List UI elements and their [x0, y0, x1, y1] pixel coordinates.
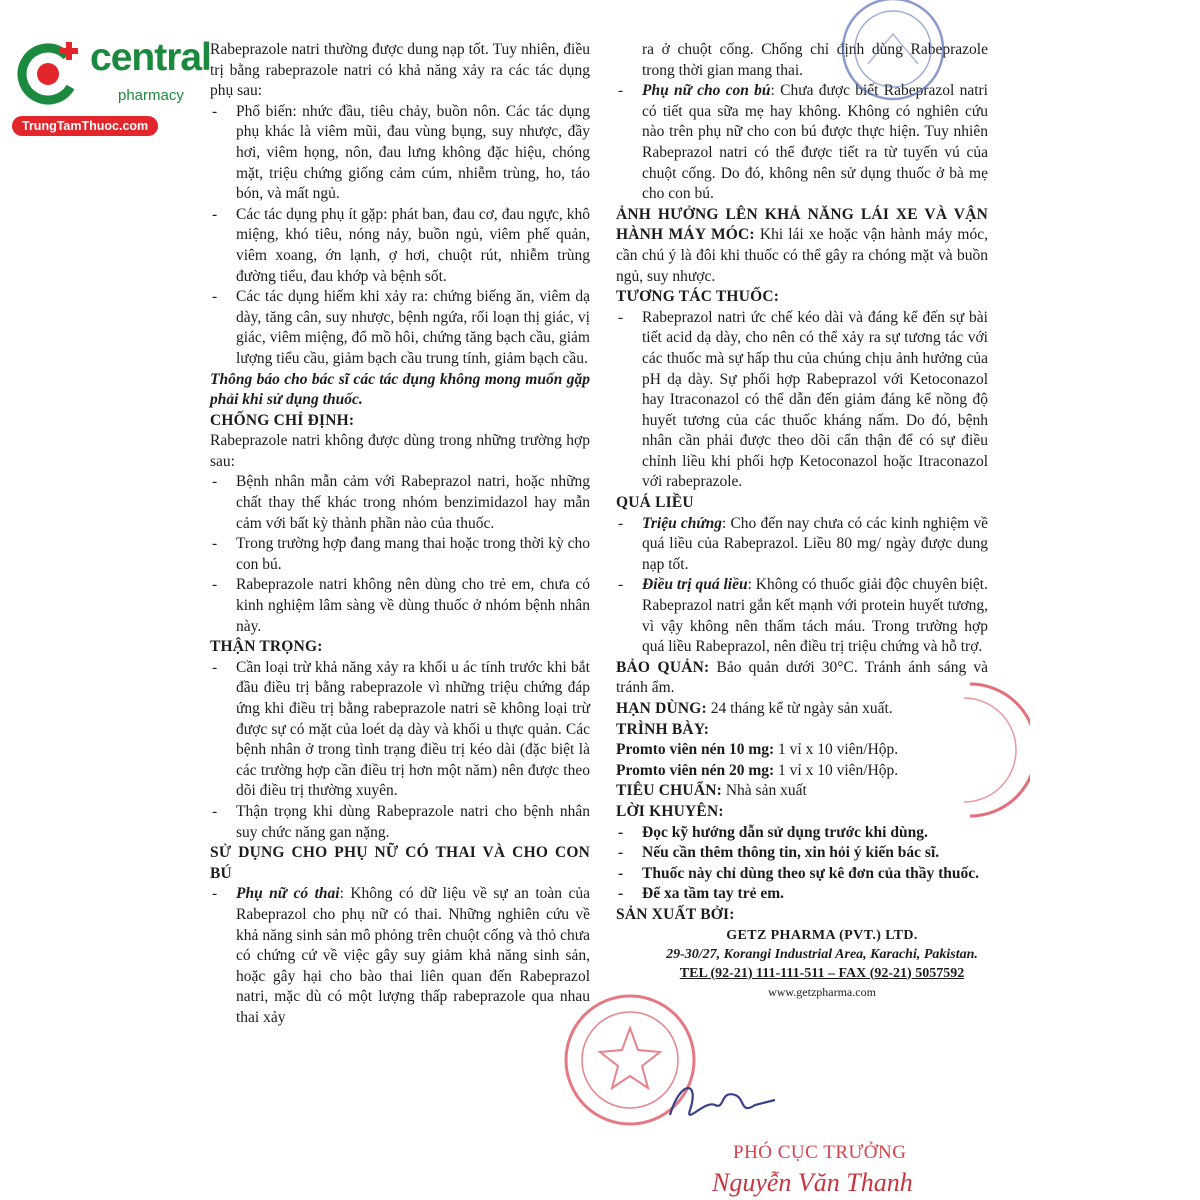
pregnancy-item — [210, 884, 590, 1028]
advice-item: - Đọc kỹ hướng dẫn sử dụng trước khi dùng. — [616, 823, 988, 844]
standard-text: Nhà sản xuất — [721, 782, 807, 800]
pregnancy-text: : Không có dữ liệu về sự an toàn của Rabeprazol cho phụ nữ có thai. Những nghiên cứu về khả năng sinh sản mô phỏng trên chuột cống và thỏ chưa có chứng cứ về việc gây suy giảm khả năng sinh sản, hoặc gây hại cho bào thai liên quan đến Rabeprazol natri, mặc dù có một lượng thấp rabeprazole qua nhau thai xảy — [236, 885, 590, 1026]
contraindication-item: - Trong trường hợp đang mang thai hoặc trong thời kỳ cho con bú. — [210, 534, 590, 575]
storage-heading: BẢO QUẢN: — [616, 658, 710, 676]
deputy-name: Nguyễn Văn Thanh — [712, 1168, 913, 1197]
standard-section — [616, 781, 988, 802]
symptom-label: Triệu chứng — [642, 514, 723, 532]
right-column — [616, 40, 988, 1002]
overdose-symptom — [616, 514, 988, 576]
side-effects-intro: Rabeprazole natri thường được dung nạp tốt. Tuy nhiên, điều trị bằng rabeprazole natri có khả năng xảy ra các tác dụng phụ sau: — [210, 41, 590, 100]
contraindication-intro: Rabeprazole natri không được dùng trong những trường hợp sau: — [210, 432, 590, 470]
contraindication-item: - Rabeprazole natri không nên dùng cho trẻ em, chưa có kinh nghiệm lâm sàng về dùng thuốc ở nhóm bệnh nhân này. — [210, 575, 590, 637]
advice-item: - Để xa tầm tay trẻ em. — [616, 884, 988, 905]
pregnancy-heading: SỬ DỤNG CHO PHỤ NỮ CÓ THAI VÀ CHO CON BÚ — [210, 844, 590, 882]
presentation-20mg-text: 1 vỉ x 10 viên/Hộp. — [774, 761, 899, 779]
expiry-heading: HẠN DÙNG: — [616, 700, 707, 717]
central-pharmacy-logo-icon — [14, 36, 86, 108]
expiry-section — [616, 699, 988, 720]
red-seal-arc-icon — [960, 680, 1030, 820]
presentation-heading: TRÌNH BÀY: — [616, 720, 710, 738]
side-effect-common: - Phổ biến: nhức đầu, tiêu chảy, buồn nôn. Các tác dụng phụ khác là viêm mũi, đau vùng bụng, suy nhược, đầy hơi, viêm họng, nôn, đau lưng không đặc hiệu, chóng mặt, triệu chứng giống cảm cúm, nhiễm trùng, ho, táo bón, và mất ngủ. — [210, 102, 590, 205]
driving-heading: ẢNH HƯỞNG LÊN KHẢ NĂNG LÁI XE VÀ VẬN HÀNH MÁY MÓC: — [616, 205, 988, 244]
nursing-text: : Chưa được biết Rabeprazol natri có tiết qua sữa mẹ hay không. Không có nghiên cứu nào trên phụ nữ cho con bú được thực hiện. Tuy nhiên Rabeprazol natri có thể được tiết ra từ tuyến vú của chuột cống. Do đó, không nên sử dụng thuốc ở bà mẹ cho con bú. — [642, 82, 988, 203]
presentation-10mg-label: Promto viên nén 10 mg: — [616, 741, 775, 759]
nursing-label: Phụ nữ cho con bú — [642, 82, 771, 100]
presentation-20mg — [616, 761, 988, 782]
treatment-text: : Không có thuốc giải độc chuyên biệt. Rabeprazol natri gắn kết mạnh với protein huyết tương, vì vậy không nên thẩm tách máu. Trong trường hợp quá liều Rabeprazol, nên điều trị triệu chứng và hỗ trợ. — [642, 576, 988, 656]
interaction-item: - Rabeprazol natri ức chế kéo dài và đáng kể đến sự bài tiết acid dạ dày, cho nên có thể xảy ra sự tương tác với các thuốc mà sự hấp thu của chúng chịu ảnh hưởng của pH dạ dày. Sự phối hợp Rabeprazol với Ketoconazol hay Itraconazol có thể dẫn đến giảm đáng kể nồng độ huyết tương của các thuốc kháng nấm. Do đó, bệnh nhân cần phải được theo dõi cẩn thận để có sự điều chỉnh liều khi phối hợp Ketoconazol hoặc Itraconazol với rabeprazole. — [616, 308, 988, 493]
manufacturer-address: 29-30/27, Korangi Industrial Area, Karachi, Pakistan. — [666, 946, 978, 962]
manufacturer-website: www.getzpharma.com — [768, 984, 876, 999]
manufacturer-heading: SẢN XUẤT BỞI: — [616, 905, 735, 923]
deputy-title: PHÓ CỤC TRƯỞNG — [733, 1142, 907, 1163]
manufacturer-name: GETZ PHARMA (PVT.) LTD. — [726, 927, 918, 943]
caution-heading: THẬN TRỌNG: — [210, 638, 323, 656]
storage-section — [616, 658, 988, 699]
doctor-notice: Thông báo cho bác sĩ các tác dụng không mong muốn gặp phải khi sử dụng thuốc. — [210, 370, 590, 409]
symptom-text: : Cho đến nay chưa có các kinh nghiệm về quá liều của Rabeprazol. Liều 80 mg/ ngày được dung nạp tốt. — [642, 514, 989, 573]
storage-text: Bảo quản dưới 30°C. Tránh ánh sáng và tránh ẩm. — [616, 658, 988, 697]
logo-site-badge: TrungTamThuoc.com — [12, 116, 158, 136]
standard-heading: TIÊU CHUẨN: — [616, 782, 722, 800]
overdose-heading: QUÁ LIỀU — [616, 494, 694, 512]
expiry-text: 24 tháng kể từ ngày sản xuất. — [706, 700, 893, 717]
presentation-10mg-text: 1 vỉ x 10 viên/Hộp. — [774, 741, 899, 759]
manufacturer-phone: TEL (92-21) 111-111-511 – FAX (92-21) 5057592 — [679, 965, 965, 981]
advice-item: - Nếu cần thêm thông tin, xin hỏi ý kiến bác sĩ. — [616, 843, 988, 864]
side-effect-uncommon: - Các tác dụng phụ ít gặp: phát ban, đau cơ, đau ngực, khô miệng, khó tiêu, nóng nảy, buồn ngủ, viêm phế quản, viêm xoang, ớn lạnh, ợ hơi, chuột rút, nhiễm trùng đường tiểu, đau khớp và bệnh sốt. — [210, 205, 590, 287]
left-column — [210, 40, 590, 1029]
treatment-label: Điều trị quá liều — [642, 576, 748, 594]
signature-icon — [660, 1070, 780, 1130]
pregnancy-label: Phụ nữ có thai — [236, 885, 340, 903]
driving-text: Khi lái xe hoặc vận hành máy móc, cần chú ý là đôi khi thuốc có thể gây ra chóng mặt và buồn ngủ, suy nhược. — [616, 226, 988, 285]
presentation-10mg — [616, 740, 988, 761]
caution-item: - Cần loại trừ khả năng xảy ra khối u ác tính trước khi bắt đầu điều trị bằng rabeprazole vì những triệu chứng đáp ứng khi điều trị bằng rabeprazole natri sẽ không loại trừ được sự có mặt của loét dạ dày và khối u thực quản. Các bệnh nhân ở trong tình trạng điều trị kéo dài (đặc biệt là các trường hợp cần điều trị hơn một năm) nên được theo dõi điều trị thường xuyên. — [210, 658, 590, 802]
driving-section — [616, 205, 988, 287]
presentation-20mg-label: Promto viên nén 20 mg: — [616, 761, 775, 779]
caution-item: - Thận trọng khi dùng Rabeprazole natri cho bệnh nhân suy chức năng gan nặng. — [210, 802, 590, 843]
interaction-heading: TƯƠNG TÁC THUỐC: — [616, 288, 780, 306]
contraindication-heading: CHỐNG CHỈ ĐỊNH: — [210, 411, 355, 429]
pharmacy-logo — [8, 36, 213, 136]
overdose-treatment — [616, 575, 988, 657]
logo-sub: pharmacy — [118, 87, 184, 104]
getz-pharma-stamp-icon — [838, 0, 948, 104]
advice-heading: LỜI KHUYÊN: — [616, 802, 724, 820]
contraindication-item: - Bệnh nhân mẫn cảm với Rabeprazol natri, hoặc những chất thay thế khác trong nhóm benzimidazol hay mẫn cảm với bất kỳ thành phần nào của thuốc. — [210, 472, 590, 534]
advice-item: - Thuốc này chỉ dùng theo sự kê đơn của thầy thuốc. — [616, 864, 988, 885]
logo-brand: central — [90, 36, 211, 79]
pregnancy-continued: ra ở chuột cống. Chống chỉ định dùng Rabeprazole trong thời gian mang thai. — [642, 41, 988, 79]
side-effect-rare: - Các tác dụng hiếm khi xảy ra: chứng biếng ăn, viêm dạ dày, tăng cân, suy nhược, bệnh ngứa, rối loạn thị giác, vị giác, viêm miệng, đổ mồ hôi, chứng tăng bạch cầu, giảm lượng tiểu cầu, giảm bạch cầu trung tính, giảm bạch cầu. — [210, 287, 590, 369]
